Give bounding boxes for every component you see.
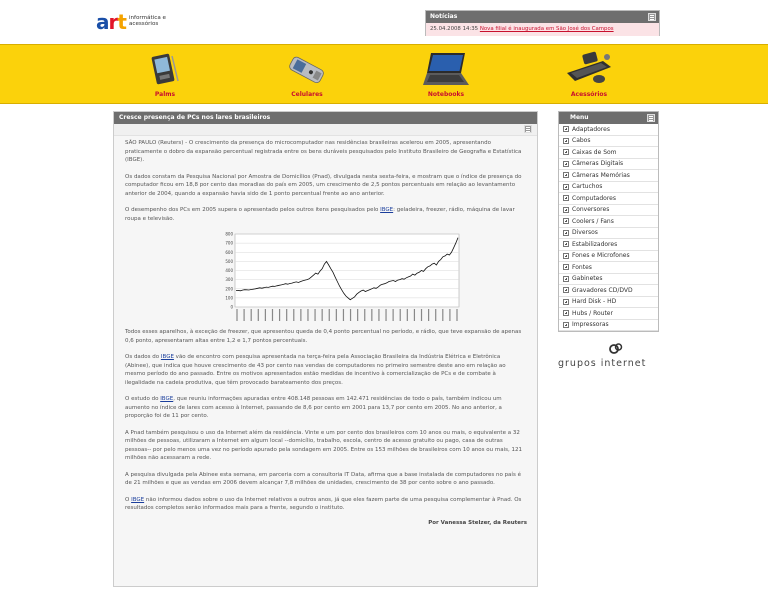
news-box xyxy=(425,10,660,36)
article-paragraph: Todos esses aparelhos, à exceção de freezer, que apresentou queda de 0,4 ponto percentual no período, e rádio, que teve expansão de apenas 0,6 ponto, apresentaram altas entre 1,2 e 1,7 pontos percentuais. xyxy=(125,329,522,344)
logo-tagline-line2: acessórios xyxy=(128,21,159,27)
grupos-internet-text: grupos internet xyxy=(558,358,647,369)
menu-item-gravadores-cd-dvd[interactable] xyxy=(559,285,658,297)
menu-item-computadores[interactable] xyxy=(559,193,658,205)
menu-item-gabinetes[interactable] xyxy=(559,274,658,286)
menu-item-label: Diversos xyxy=(572,229,598,237)
menu-item-label: Fones e Microfones xyxy=(572,252,630,260)
x-tick-label xyxy=(314,309,315,321)
article-paragraph xyxy=(125,206,527,223)
x-tick-label xyxy=(307,309,308,321)
notebook-icon xyxy=(421,51,471,89)
plus-icon xyxy=(563,172,569,178)
x-tick-label xyxy=(421,309,422,321)
x-tick-label xyxy=(300,309,301,321)
nav-label-celulares: Celulares xyxy=(291,91,323,98)
x-tick-label xyxy=(449,309,450,321)
x-tick-label xyxy=(407,309,408,321)
ibge-link[interactable]: IBGE xyxy=(160,354,174,360)
print-icon[interactable] xyxy=(524,125,532,133)
y-tick-label: 500 xyxy=(225,258,233,264)
menu-item-label: Fontes xyxy=(572,263,592,271)
menu-item-label: Cartuchos xyxy=(572,183,603,191)
nav-item-palms[interactable] xyxy=(120,45,210,103)
ibge-link[interactable]: IBGE xyxy=(160,396,174,402)
plus-icon xyxy=(563,126,569,132)
x-tick-label xyxy=(286,309,287,321)
palm-icon xyxy=(148,51,182,87)
x-tick-label xyxy=(293,309,294,321)
text-run: O estudo do xyxy=(125,396,161,402)
news-title: Notícias xyxy=(430,13,458,20)
menu-item-label: Câmeras Digitais xyxy=(572,160,624,168)
menu-item-label: Gravadores CD/DVD xyxy=(572,286,633,294)
menu-item-cameras-memorias[interactable] xyxy=(559,170,658,182)
menu-item-label: Adaptadores xyxy=(572,125,610,133)
menu-item-label: Cabos xyxy=(572,137,591,145)
plus-icon xyxy=(563,241,569,247)
menu-list xyxy=(559,124,658,331)
x-tick-label xyxy=(400,309,401,321)
menu-item-cabos[interactable] xyxy=(559,136,658,148)
menu-item-label: Câmeras Memórias xyxy=(572,171,630,179)
plus-icon xyxy=(563,299,569,305)
plus-icon xyxy=(563,149,569,155)
document-icon[interactable] xyxy=(647,114,655,122)
text-run: não informou dados sobre o uso da Internet relativos a outros anos, já que eles fazem parte de uma pesquisa complementar à Pnad. Os resultados completos serão informados mais para a frente, segundo o instituto. xyxy=(125,496,522,511)
article-paragraph: SÃO PAULO (Reuters) - O crescimento da presença do microcomputador nas residências brasileiras acelerou em 2005, apresentando praticamente o dobro da expansão percentual registrada entre os bens duráveis pesquisados pelo Instituto Brasileiro de Geografia e Estatística (IBGE). xyxy=(125,140,522,163)
menu-item-label: Hubs / Router xyxy=(572,309,613,317)
plus-icon xyxy=(563,161,569,167)
category-menu xyxy=(558,111,659,332)
news-date: 25.04.2008 14:35 xyxy=(430,26,479,32)
text-run: : geladeira, freezer, rádio, máquina de lavar roupa e televisão. xyxy=(125,207,515,222)
cellphone-icon xyxy=(282,51,332,87)
menu-title: Menu xyxy=(570,114,589,121)
menu-item-label: Gabinetes xyxy=(572,275,603,283)
plus-icon xyxy=(563,276,569,282)
text-run: O desempenho dos PCs em 2005 supera o apresentado pelos outros itens pesquisados pelo xyxy=(125,207,381,213)
x-tick-label xyxy=(329,309,330,321)
text-run: , que reuniu informações apuradas entre 408.148 pessoas em 142.471 residências de todo o país, também indicou um aumento no índice de lares com acesso à Internet, passando de 8,6 por cento em 2001 para 13,7 por cento em 2005. No ano anterior, a proporção foi de 11 por cento. xyxy=(125,396,502,419)
y-tick-label: 0 xyxy=(230,304,233,310)
x-tick-label xyxy=(456,309,457,321)
article-paragraph xyxy=(125,353,527,387)
x-tick-label xyxy=(343,309,344,321)
news-header xyxy=(426,11,659,23)
x-tick-label xyxy=(357,309,358,321)
category-nav xyxy=(0,44,768,104)
plus-icon xyxy=(563,195,569,201)
menu-item-adaptadores[interactable] xyxy=(559,124,658,136)
x-tick-label xyxy=(236,309,237,321)
x-tick-label xyxy=(279,309,280,321)
article-paragraph xyxy=(125,496,527,513)
y-tick-label: 100 xyxy=(225,295,233,301)
menu-item-fones-e-microfones[interactable] xyxy=(559,251,658,263)
menu-item-conversores[interactable] xyxy=(559,205,658,217)
nav-label-acessorios: Acessórios xyxy=(570,91,608,98)
text-run: vão de encontro com pesquisa apresentada na terça-feira pela Associação Brasileira da Indústria Elétrica e Eletrônica (Abinee), que indica que houve crescimento de 43 por cento nas vendas de computadores no primeiro semestre deste ano em relação ao mesmo período do ano passado. Entre os motivos apresentados estão medidas de incentivo à comercialização de PCs e de combate à ilegalidade na cadeia produtiva, que têm provocado barateamento dos preços. xyxy=(125,354,506,386)
nav-item-acessorios[interactable] xyxy=(544,45,634,103)
menu-item-diversos[interactable] xyxy=(559,228,658,240)
y-tick-label: 600 xyxy=(225,249,233,255)
article-header xyxy=(114,112,537,124)
article-paragraph: A Pnad também pesquisou o uso da Internet além da residência. Vinte e um por cento dos brasileiros com 10 anos ou mais, o equivalente a 32 milhões de pessoas, utilizaram a Internet em algum local --domicílio, trabalho, escola, centro de acesso gratuito ou pago, casa de outras pessoas-- por pelo menos uma vez no período apurado pela sondagem em 2005. Entre os 153 milhões de brasileiros com 10 anos ou mais, 121 milhões não acessaram a rede. xyxy=(125,429,522,461)
plus-icon xyxy=(563,184,569,190)
menu-item-label: Impressoras xyxy=(572,321,609,329)
article-panel xyxy=(113,111,538,587)
text-run: Os dados do xyxy=(125,354,161,360)
x-tick-label xyxy=(258,309,259,321)
menu-item-label: Hard Disk - HD xyxy=(572,298,617,306)
menu-item-hubs-router[interactable] xyxy=(559,308,658,320)
menu-item-label: Coolers / Fans xyxy=(572,217,614,225)
plus-icon xyxy=(563,207,569,213)
menu-item-fontes[interactable] xyxy=(559,262,658,274)
x-tick-label xyxy=(378,309,379,321)
menu-item-impressoras[interactable] xyxy=(559,320,658,332)
menu-item-label: Estabilizadores xyxy=(572,240,618,248)
grupos-internet-logo[interactable] xyxy=(558,340,668,376)
plus-icon xyxy=(563,218,569,224)
article-author: Por Vanessa Stelzer, da Reuters xyxy=(428,519,527,526)
plus-icon xyxy=(563,230,569,236)
plus-icon xyxy=(563,253,569,259)
article-paragraph: A pesquisa divulgada pela Abinee esta semana, em parceria com a consultoria IT Data, afirma que a base instalada de computadores no país é de 21 milhões e que as vendas em 2006 devem alcançar 7,8 milhões de unidades, crescimento de 38 por cento sobre o ano passado. xyxy=(125,471,521,486)
plus-icon xyxy=(563,287,569,293)
plus-icon xyxy=(563,310,569,316)
article-toolbar xyxy=(114,124,537,136)
x-tick-label xyxy=(435,309,436,321)
article-paragraph: Os dados constam da Pesquisa Nacional por Amostra de Domicílios (Pnad), divulgada nesta sexta-feira, e mostram que o índice de presença do computador ficou em 18,8 por cento das moradias do país em 2005, um crescimento de 2,5 pontos percentuais em relação ao levantamento anterior de 2004, quando a expansão havia sido de 1 ponto percentual frente ao ano anterior. xyxy=(125,173,522,197)
grupos-logo-icon xyxy=(609,342,623,356)
x-tick-label xyxy=(371,309,372,321)
menu-header xyxy=(559,112,658,124)
y-tick-label: 700 xyxy=(225,240,233,246)
plus-icon xyxy=(563,138,569,144)
accessories-icon xyxy=(563,51,615,87)
x-tick-label xyxy=(336,309,337,321)
menu-item-cartuchos[interactable] xyxy=(559,182,658,194)
ibge-link[interactable]: IBGE xyxy=(131,496,145,503)
menu-item-label: Conversores xyxy=(572,206,610,214)
x-tick-label xyxy=(243,309,244,321)
nav-item-notebooks[interactable] xyxy=(401,45,491,103)
logo-tagline-line1: informática e xyxy=(128,15,166,21)
logo-tagline xyxy=(129,15,166,27)
menu-item-caixas-de-som[interactable] xyxy=(559,147,658,159)
nav-label-palms: Palms xyxy=(154,91,176,98)
text-run: O xyxy=(125,496,132,503)
x-tick-label xyxy=(385,309,386,321)
plus-icon xyxy=(563,322,569,328)
document-icon[interactable] xyxy=(648,13,656,21)
x-tick-label xyxy=(442,309,443,321)
y-tick-label: 800 xyxy=(225,231,233,237)
ibge-link[interactable]: IBGE xyxy=(380,207,394,213)
x-tick-label xyxy=(414,309,415,321)
logo-mark: art xyxy=(96,10,126,34)
stock-chart xyxy=(213,231,463,323)
x-tick-label xyxy=(393,309,394,321)
x-tick-label xyxy=(265,309,266,321)
article-title: Cresce presença de PCs nos lares brasileiros xyxy=(119,114,271,121)
y-tick-label: 400 xyxy=(225,268,233,273)
y-tick-label: 200 xyxy=(225,286,233,292)
menu-item-hard-disk-hd[interactable] xyxy=(559,297,658,309)
y-tick-label: 300 xyxy=(225,277,233,283)
nav-label-notebooks: Notebooks xyxy=(427,91,465,98)
x-tick-label xyxy=(272,309,273,321)
nav-item-celulares[interactable] xyxy=(262,45,352,103)
x-tick-label xyxy=(350,309,351,321)
article-body xyxy=(114,136,537,527)
site-logo[interactable] xyxy=(96,12,166,32)
menu-item-coolers-fans[interactable] xyxy=(559,216,658,228)
news-link[interactable]: Nova filial é inaugurada em São José dos Campos xyxy=(479,26,614,32)
menu-item-label: Computadores xyxy=(572,194,616,202)
x-tick-label xyxy=(428,309,429,321)
menu-item-label: Caixas de Som xyxy=(572,148,617,156)
x-tick-label xyxy=(322,309,323,321)
article-paragraph xyxy=(125,395,527,421)
x-tick-label xyxy=(364,309,365,321)
x-tick-label xyxy=(251,309,252,321)
menu-item-estabilizadores[interactable] xyxy=(559,239,658,251)
news-item xyxy=(426,23,659,36)
plus-icon xyxy=(563,264,569,270)
menu-item-cameras-digitais[interactable] xyxy=(559,159,658,171)
